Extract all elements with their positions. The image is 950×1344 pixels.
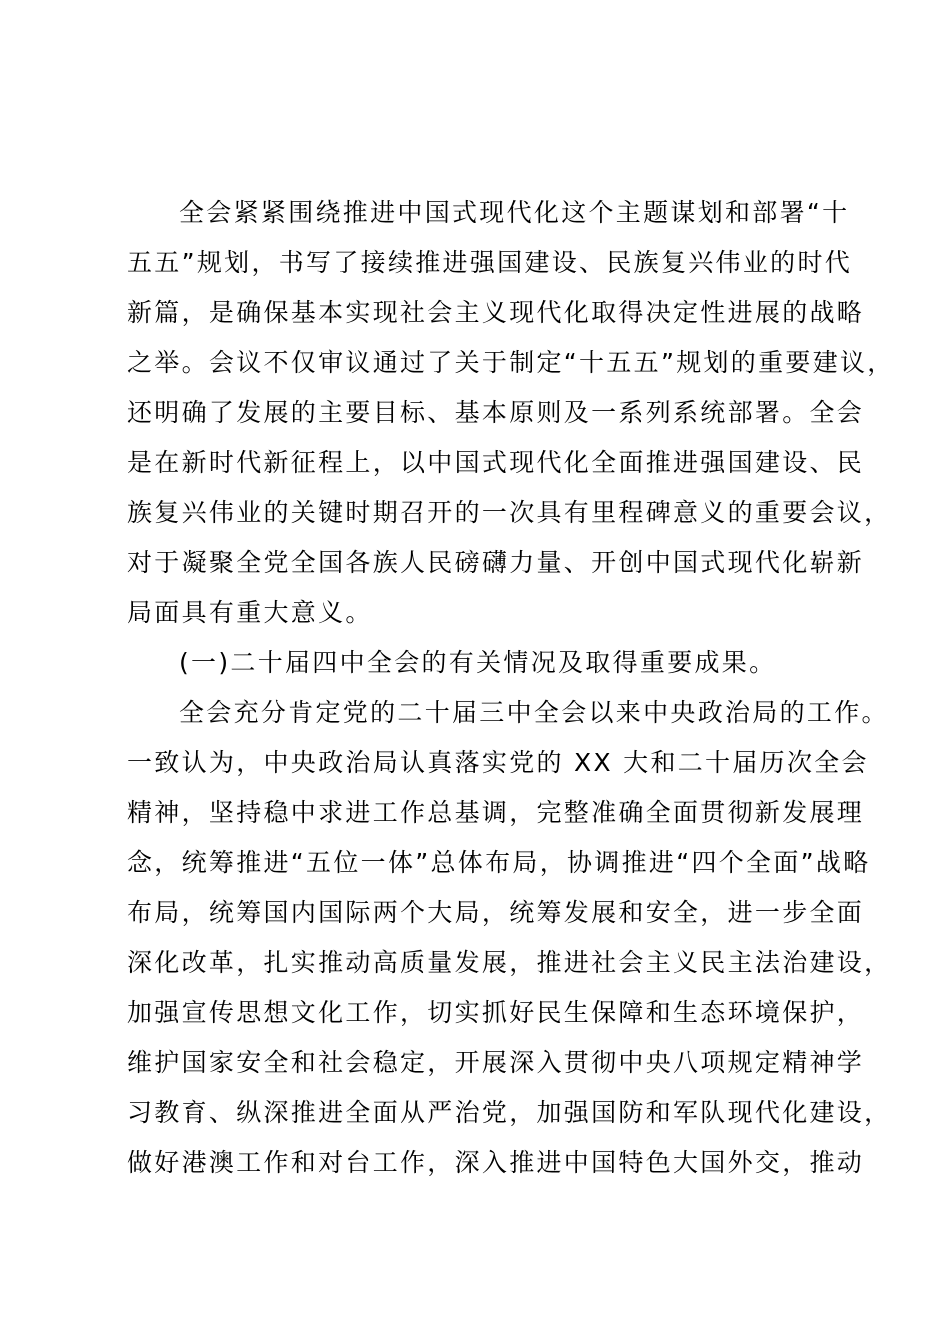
text-line: 族复兴伟业的关键时期召开的一次具有里程碑意义的重要会议， xyxy=(127,498,892,527)
document-page xyxy=(127,188,895,1188)
paragraph xyxy=(127,188,895,638)
text-line: 做好港澳工作和对台工作，深入推进中国特色大国外交，推动 xyxy=(127,1148,865,1177)
text-line: 一致认为，中央政治局认真落实党的 XX 大和二十届历次全会 xyxy=(127,748,869,777)
text-line: 加强宣传思想文化工作，切实抓好民生保障和生态环境保护， xyxy=(127,998,865,1027)
text-line: 之举。会议不仅审议通过了关于制定“十五五”规划的重要建议， xyxy=(127,348,895,377)
text-line: 对于凝聚全党全国各族人民磅礴力量、开创中国式现代化崭新 xyxy=(127,548,865,577)
text-line: 习教育、纵深推进全面从严治党，加强国防和军队现代化建设， xyxy=(127,1098,892,1127)
text-line: 局面具有重大意义。 xyxy=(127,598,373,627)
text-line: 维护国家安全和社会稳定，开展深入贯彻中央八项规定精神学 xyxy=(127,1048,865,1077)
text-line: 布局，统筹国内国际两个大局，统筹发展和安全，进一步全面 xyxy=(127,898,865,927)
paragraph xyxy=(127,638,857,688)
text-line: 五五”规划，书写了接续推进强国建设、民族复兴伟业的时代 xyxy=(127,248,853,277)
text-line: (一)二十届四中全会的有关情况及取得重要成果。 xyxy=(179,648,777,677)
text-line: 还明确了发展的主要目标、基本原则及一系列系统部署。全会 xyxy=(127,398,865,427)
text-line: 深化改革，扎实推动高质量发展，推进社会主义民主法治建设， xyxy=(127,948,892,977)
text-line: 全会紧紧围绕推进中国式现代化这个主题谋划和部署“十 xyxy=(179,198,850,227)
text-line: 念，统筹推进“五位一体”总体布局，协调推进“四个全面”战略 xyxy=(127,848,871,877)
text-line: 精神，坚持稳中求进工作总基调，完整准确全面贯彻新发展理 xyxy=(127,798,865,827)
paragraph xyxy=(127,688,892,1188)
text-line: 是在新时代新征程上，以中国式现代化全面推进强国建设、民 xyxy=(127,448,865,477)
text-line: 新篇，是确保基本实现社会主义现代化取得决定性进展的战略 xyxy=(127,298,865,327)
text-line: 全会充分肯定党的二十届三中全会以来中央政治局的工作。 xyxy=(179,698,889,727)
